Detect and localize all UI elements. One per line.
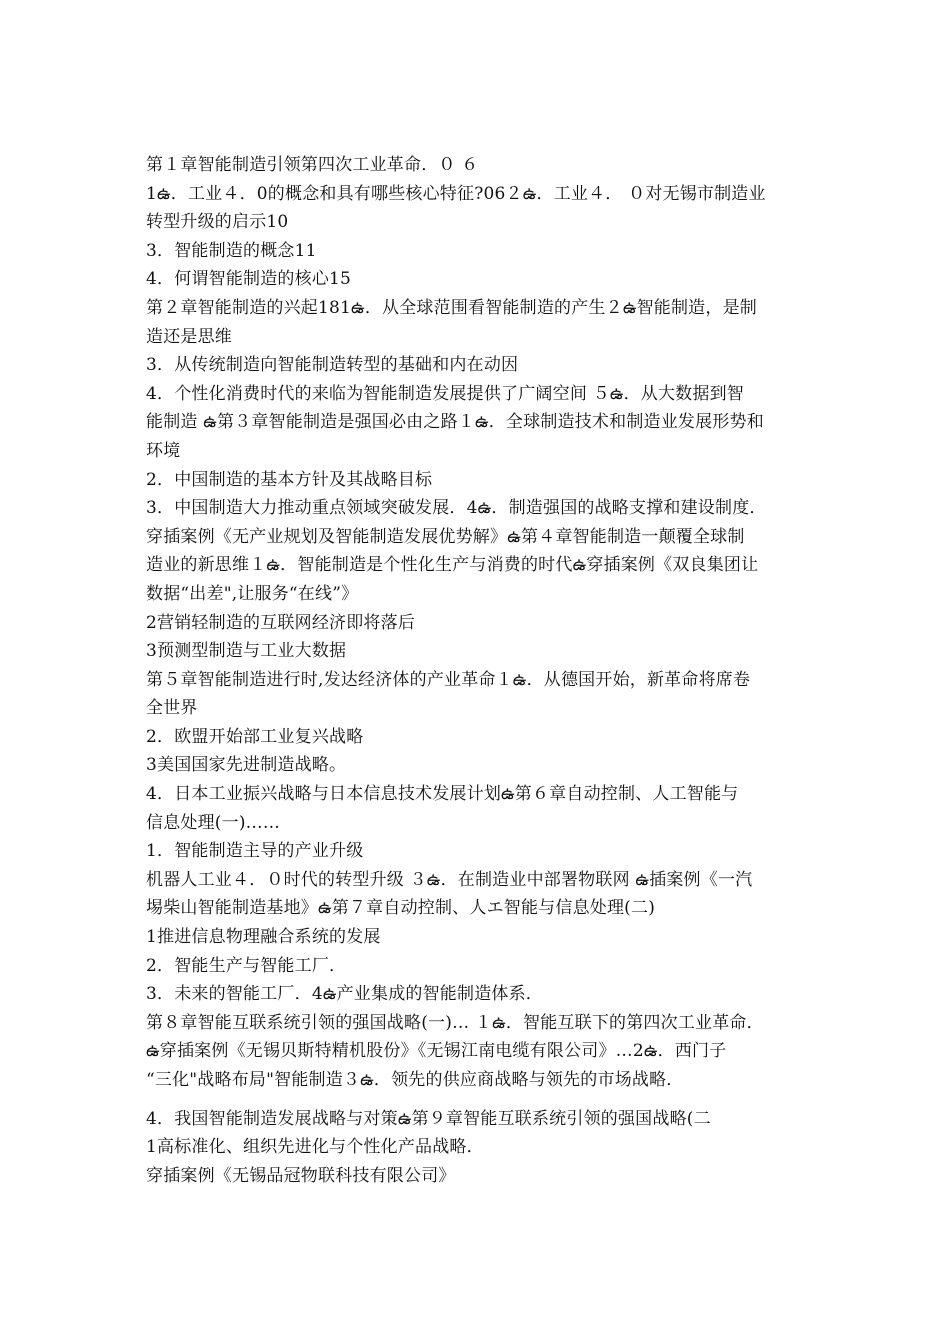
- toc-line: 1高标准化、组织先进化与个性化产品战略．: [146, 1137, 484, 1158]
- toc-line: “三化"战略布局"智能制造３ఉ．领先的供应商战略与领先的市场战略．: [146, 1070, 684, 1090]
- toc-line: 3．从传统制造向智能制造转型的基础和内在动因: [146, 355, 519, 376]
- toc-line: 埸柴山智能制造基地》ఉ第７章自动控制、人エ智能与信息处理(二): [146, 898, 656, 919]
- table-of-contents: [146, 151, 836, 1190]
- toc-line: 1．智能制造主导的产业升级: [146, 841, 364, 862]
- toc-line: 3美国国家先进制造战略。: [146, 755, 347, 776]
- toc-line: 4．日本工业振兴战略与日本信息技术发展计划ఉ第６章自动控制、人工智能与: [146, 784, 739, 805]
- toc-line: 第１章智能制造引领第四次工业革命．０ ６: [146, 155, 479, 175]
- paragraph-gap: [146, 1095, 836, 1105]
- toc-line: 第５章智能制造进行时,发达经济体的产业革命１ఉ．从德国开始，新革命将席卷: [146, 669, 751, 690]
- toc-line: 3预测型制造与工业大数据: [146, 641, 347, 662]
- toc-line: 第８章智能互联系统引领的强国战略(一)… １ఉ．智能互联下的第四次工业革命．: [146, 1012, 764, 1033]
- toc-line: 1推进信息物理融合系统的发展: [146, 927, 381, 948]
- toc-line: 信息处理(一)……: [146, 812, 281, 833]
- toc-line: 3．未来的智能工厂．4ఉ产业集成的智能制造体系．: [146, 984, 543, 1005]
- toc-line: 4．我国智能制造发展战略与对策ఉ第９章智能互联系统引领的强国战略(二: [146, 1108, 711, 1129]
- toc-line: 第２章智能制造的兴起181ఉ．从全球范围看智能制造的产生２ఉ智能制造，是制: [146, 297, 757, 318]
- toc-line: 能制造 ఉ第３章智能制造是强国必由之路１ఉ．全球制造技术和制造业发展形势和: [146, 412, 764, 433]
- toc-line: 3．智能制造的概念11: [146, 240, 317, 261]
- toc-line: 2．智能生产与智能工厂．: [146, 955, 347, 976]
- toc-line: 2营销轻制造的互联网经济即将落后: [146, 612, 416, 633]
- toc-line: 转型升级的启示10: [146, 212, 289, 233]
- toc-line: 环境: [146, 440, 181, 461]
- toc-line: 1ఉ．工业４．0的概念和具有哪些核心特征?06２ఉ．工业４． ０对无锡市制造业: [146, 183, 766, 204]
- toc-line: 4．个性化消费时代的来临为智能制造发展提供了广阔空间 ５ఉ．从大数据到智: [146, 383, 744, 404]
- toc-line: 2．欧盟开始部工业复兴战略: [146, 726, 364, 747]
- toc-line: 2．中国制造的基本方针及其战略目标: [146, 469, 433, 490]
- toc-line: 3．中国制造大力推动重点领域突破发展．4ఉ．制造强国的战略支撑和建设制度．: [146, 498, 767, 519]
- toc-line: 数据“出差",让服务“在线”》: [146, 583, 359, 604]
- toc-line: 造业的新思维１ఉ．智能制造是个性化生产与消费的时代ఉ穿插案例《双良集团让: [146, 555, 759, 576]
- toc-line: 4．何谓智能制造的核心15: [146, 269, 352, 290]
- toc-line: 穿插案例《无锡品冠物联科技有限公司》: [146, 1165, 456, 1186]
- toc-line: ఉ穿插案例《无锡贝斯特精机股份》《无锡江南电缆有限公司》…2ఉ．西门子: [146, 1041, 727, 1062]
- toc-line: 穿插案例《无产业规划及智能制造发展优势解》ఉ第４章智能制造一颠覆全球制: [146, 526, 745, 547]
- toc-line: 机器人工业４．０时代的转型升级 ３ఉ．在制造业中部署物联网 ఉ插案例《一汽: [146, 869, 753, 890]
- toc-line: 全世界: [146, 698, 198, 719]
- toc-line: 造还是思维: [146, 326, 232, 347]
- toc-block-2: [146, 1105, 836, 1191]
- toc-block-1: [146, 151, 836, 1095]
